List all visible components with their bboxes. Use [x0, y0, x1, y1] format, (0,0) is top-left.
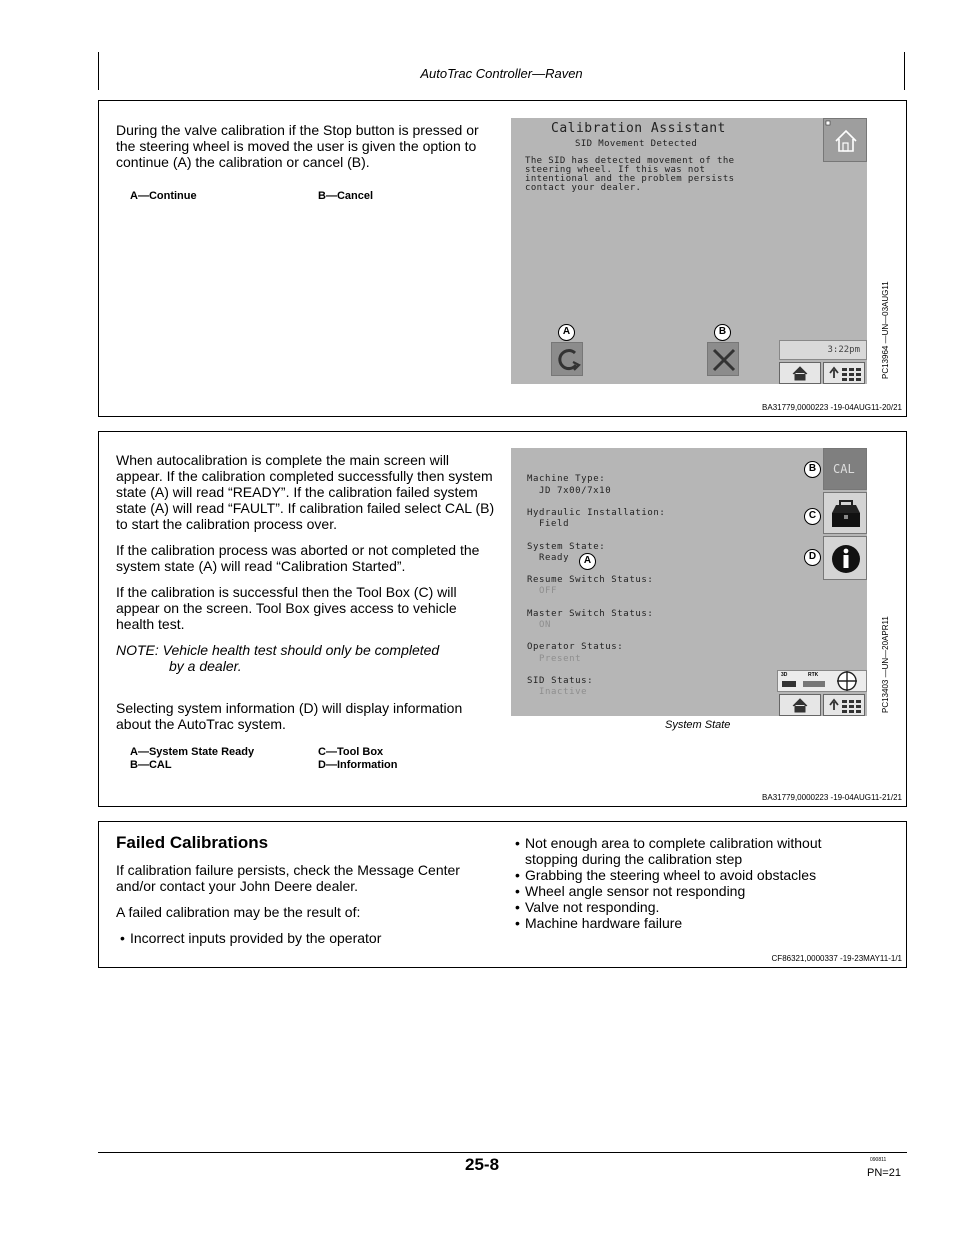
paragraph-autocalibration: When autocalibration is complete the main screen will appear. If the calibration completed successfully then system state (A) will read “READY”. If the calibration failed system state (A) will read “FAULT”. If calibration failed select CAL (B) to start the calibration process over. [116, 452, 495, 532]
nav-menu-button[interactable] [823, 694, 865, 716]
legend-information: D—Information [318, 759, 398, 771]
sid-status-value: Inactive [539, 687, 588, 697]
screen-title: Calibration Assistant [551, 121, 726, 136]
legend-tool-box: C—Tool Box [318, 746, 384, 758]
system-state-value: Ready [539, 553, 570, 563]
home-icon [824, 119, 867, 163]
paragraph-toolbox: If the calibration is successful then the Tool Box (C) will appear on the screen. Tool Box gives access to vehicle health test. [116, 584, 457, 632]
toolbox-icon [824, 493, 867, 535]
home-button[interactable] [823, 118, 867, 162]
callout-b: B [714, 324, 731, 341]
machine-type-value: JD 7x00/7x10 [539, 486, 612, 496]
note-line-2: by a dealer. [169, 658, 242, 674]
left-bullet-list [120, 930, 488, 946]
menu-arrow-icon [824, 363, 866, 383]
status-rtk: RTK [808, 672, 819, 678]
paragraph-aborted: If the calibration process was aborted or not completed the system state (A) will read “Calibration Started”. [116, 542, 480, 574]
legend-continue: A—Continue [130, 190, 197, 202]
status-3d: 3D [781, 672, 788, 678]
section-system-state [98, 431, 907, 807]
section-valve-calibration-stop [98, 100, 907, 417]
section-failed-calibrations [98, 821, 907, 968]
legend-cal: B—CAL [130, 759, 172, 771]
time-value: 3:22pm [827, 345, 860, 355]
stop-description: During the valve calibration if the Stop button is pressed or the steering wheel is moved the user is given the option to continue (A) the calibration or cancel (B). [116, 122, 479, 170]
nav-home-button[interactable] [779, 694, 821, 716]
callout-c: C [804, 508, 821, 525]
doc-id: BA31779,0000223 -19-04AUG11-20/21 [762, 403, 902, 412]
machine-type-label: Machine Type: [527, 474, 606, 484]
screen-subtitle: SID Movement Detected [575, 139, 698, 149]
callout-a: A [558, 324, 575, 341]
figure-caption: System State [665, 719, 731, 731]
legend-system-state-ready: A—System State Ready [130, 746, 255, 758]
page-code: PN=21 [867, 1167, 901, 1179]
cancel-x-icon [708, 343, 740, 377]
operator-status-value: Present [539, 654, 582, 664]
continue-button[interactable] [551, 342, 583, 376]
callout-b: B [804, 461, 821, 478]
resume-switch-label: Resume Switch Status: [527, 575, 654, 585]
calibration-assistant-screen [511, 118, 867, 384]
master-switch-label: Master Switch Status: [527, 609, 654, 619]
figure-id: PC13964 —UN—03AUG11 [881, 281, 890, 379]
page-number: 25-8 [465, 1155, 500, 1174]
cancel-button[interactable] [707, 342, 739, 376]
date-code: 090811 [870, 1157, 887, 1163]
bullet-item: • Machine hardware failure [515, 915, 875, 931]
cal-label: CAL [833, 462, 855, 476]
note-line-1: NOTE: Vehicle health test should only be completed [116, 642, 440, 658]
paragraph-result-of: A failed calibration may be the result of: [116, 904, 361, 920]
screen-message: The SID has detected movement of the steering wheel. If this was not intentional and the problem persists contact your dealer. [525, 156, 735, 193]
paragraph-system-info: Selecting system information (D) will display information about the AutoTrac system. [116, 700, 463, 732]
info-icon [824, 537, 867, 581]
hydraulic-installation-value: Field [539, 519, 570, 529]
sid-status-label: SID Status: [527, 676, 594, 686]
resume-switch-value: OFF [539, 586, 558, 596]
system-state-screen [511, 448, 867, 716]
section-heading: Failed Calibrations [116, 833, 269, 852]
paragraph-persists: If calibration failure persists, check the Message Center and/or contact your John Deere dealer. [116, 862, 460, 894]
crosshair-icon [836, 670, 858, 692]
signal-bar [803, 681, 825, 687]
figure-id: PC13403 —UN—20APR11 [881, 616, 890, 713]
nav-menu-button[interactable] [823, 362, 865, 384]
running-title: AutoTrac Controller—Raven [420, 66, 583, 81]
nav-home-button[interactable] [779, 362, 821, 384]
bullet-item: • Wheel angle sensor not responding [515, 883, 875, 899]
system-state-text [116, 452, 498, 742]
cal-button[interactable] [823, 448, 867, 490]
status-bar [777, 670, 867, 692]
doc-id: CF86321,0000337 -19-23MAY11-1/1 [771, 954, 902, 963]
bullet-item: • Incorrect inputs provided by the operator [120, 930, 488, 946]
footer-rule [98, 1152, 907, 1153]
failed-left-column [116, 862, 488, 946]
hydraulic-installation-label: Hydraulic Installation: [527, 508, 666, 518]
right-bullet-list [515, 835, 875, 931]
master-switch-value: ON [539, 620, 552, 630]
callout-a: A [579, 553, 596, 570]
operator-status-label: Operator Status: [527, 642, 624, 652]
system-state-label: System State: [527, 542, 606, 552]
doc-id: BA31779,0000223 -19-04AUG11-21/21 [762, 793, 902, 802]
home-icon [780, 695, 820, 715]
legend-cancel: B—Cancel [318, 190, 374, 202]
note [116, 642, 498, 674]
menu-arrow-icon [824, 695, 866, 715]
information-button[interactable] [823, 536, 867, 580]
home-icon [780, 363, 820, 383]
tool-box-button[interactable] [823, 492, 867, 534]
bullet-item: • Not enough area to complete calibration without stopping during the calibration step [515, 835, 875, 867]
bullet-item: • Valve not responding. [515, 899, 875, 915]
callout-d: D [804, 549, 821, 566]
vehicle-icon [782, 681, 796, 687]
bullet-item: • Grabbing the steering wheel to avoid obstacles [515, 867, 875, 883]
continue-arrow-icon [552, 343, 584, 377]
time-display [779, 340, 867, 360]
